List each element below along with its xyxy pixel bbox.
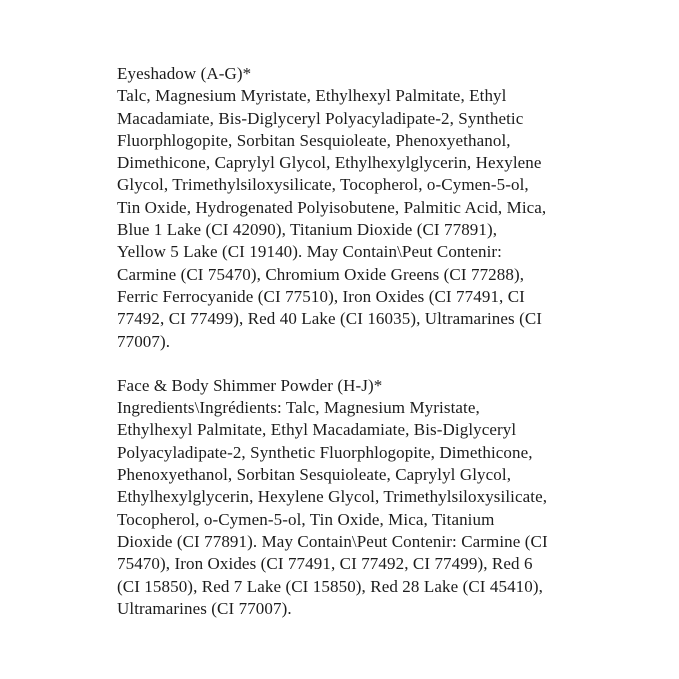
shimmer-powder-ingredient-lines	[117, 397, 592, 620]
ingredient-line: 77492, CI 77499), Red 40 Lake (CI 16035), Ultramarines (CI	[117, 309, 543, 329]
ingredient-line: Ingredients\Ingrédients: Talc, Magnesium Myristate,	[117, 398, 480, 418]
ingredient-line: 75470), Iron Oxides (CI 77491, CI 77492, CI 77499), Red 6	[117, 554, 533, 574]
shimmer-powder-section-heading: Face & Body Shimmer Powder (H-J)*	[117, 375, 383, 395]
ingredients-text-block	[117, 63, 592, 620]
ingredient-line: Yellow 5 Lake (CI 19140). May Contain\Peut Contenir:	[117, 242, 502, 262]
ingredient-line: 77007).	[117, 331, 171, 351]
ingredient-line: Dimethicone, Caprylyl Glycol, Ethylhexylglycerin, Hexylene	[117, 153, 542, 173]
section-eyeshadow	[117, 63, 592, 353]
ingredient-line: Macadamiate, Bis-Diglyceryl Polyacyladipate-2, Synthetic	[117, 108, 524, 128]
eyeshadow-section-heading: Eyeshadow (A-G)*	[117, 64, 252, 83]
eyeshadow-ingredient-lines	[117, 85, 592, 353]
ingredient-line: Carmine (CI 75470), Chromium Oxide Greens (CI 77288),	[117, 264, 525, 284]
ingredient-line: Fluorphlogopite, Sorbitan Sesquioleate, Phenoxyethanol,	[117, 130, 511, 150]
ingredient-line: Ultramarines (CI 77007).	[117, 598, 292, 618]
ingredient-line: Dioxide (CI 77891). May Contain\Peut Contenir: Carmine (CI	[117, 531, 548, 551]
ingredient-line: Talc, Magnesium Myristate, Ethylhexyl Palmitate, Ethyl	[117, 86, 507, 106]
ingredient-line: Ethylhexyl Palmitate, Ethyl Macadamiate, Bis-Diglyceryl	[117, 420, 517, 440]
ingredient-line: Polyacyladipate-2, Synthetic Fluorphlogopite, Dimethicone,	[117, 442, 533, 462]
section-shimmer-powder	[117, 375, 592, 620]
ingredient-line: Tin Oxide, Hydrogenated Polyisobutene, Palmitic Acid, Mica,	[117, 197, 547, 217]
ingredient-line: Glycol, Trimethylsiloxysilicate, Tocopherol, o-Cymen-5-ol,	[117, 175, 529, 195]
ingredient-line: Ferric Ferrocyanide (CI 77510), Iron Oxides (CI 77491, CI	[117, 286, 525, 306]
ingredient-line: Phenoxyethanol, Sorbitan Sesquioleate, Caprylyl Glycol,	[117, 465, 512, 485]
ingredient-line: Tocopherol, o-Cymen-5-ol, Tin Oxide, Mica, Titanium	[117, 509, 495, 529]
ingredient-line: Blue 1 Lake (CI 42090), Titanium Dioxide (CI 77891),	[117, 220, 498, 240]
ingredient-line: (CI 15850), Red 7 Lake (CI 15850), Red 28 Lake (CI 45410),	[117, 576, 543, 596]
ingredient-line: Ethylhexylglycerin, Hexylene Glycol, Trimethylsiloxysilicate,	[117, 487, 548, 507]
